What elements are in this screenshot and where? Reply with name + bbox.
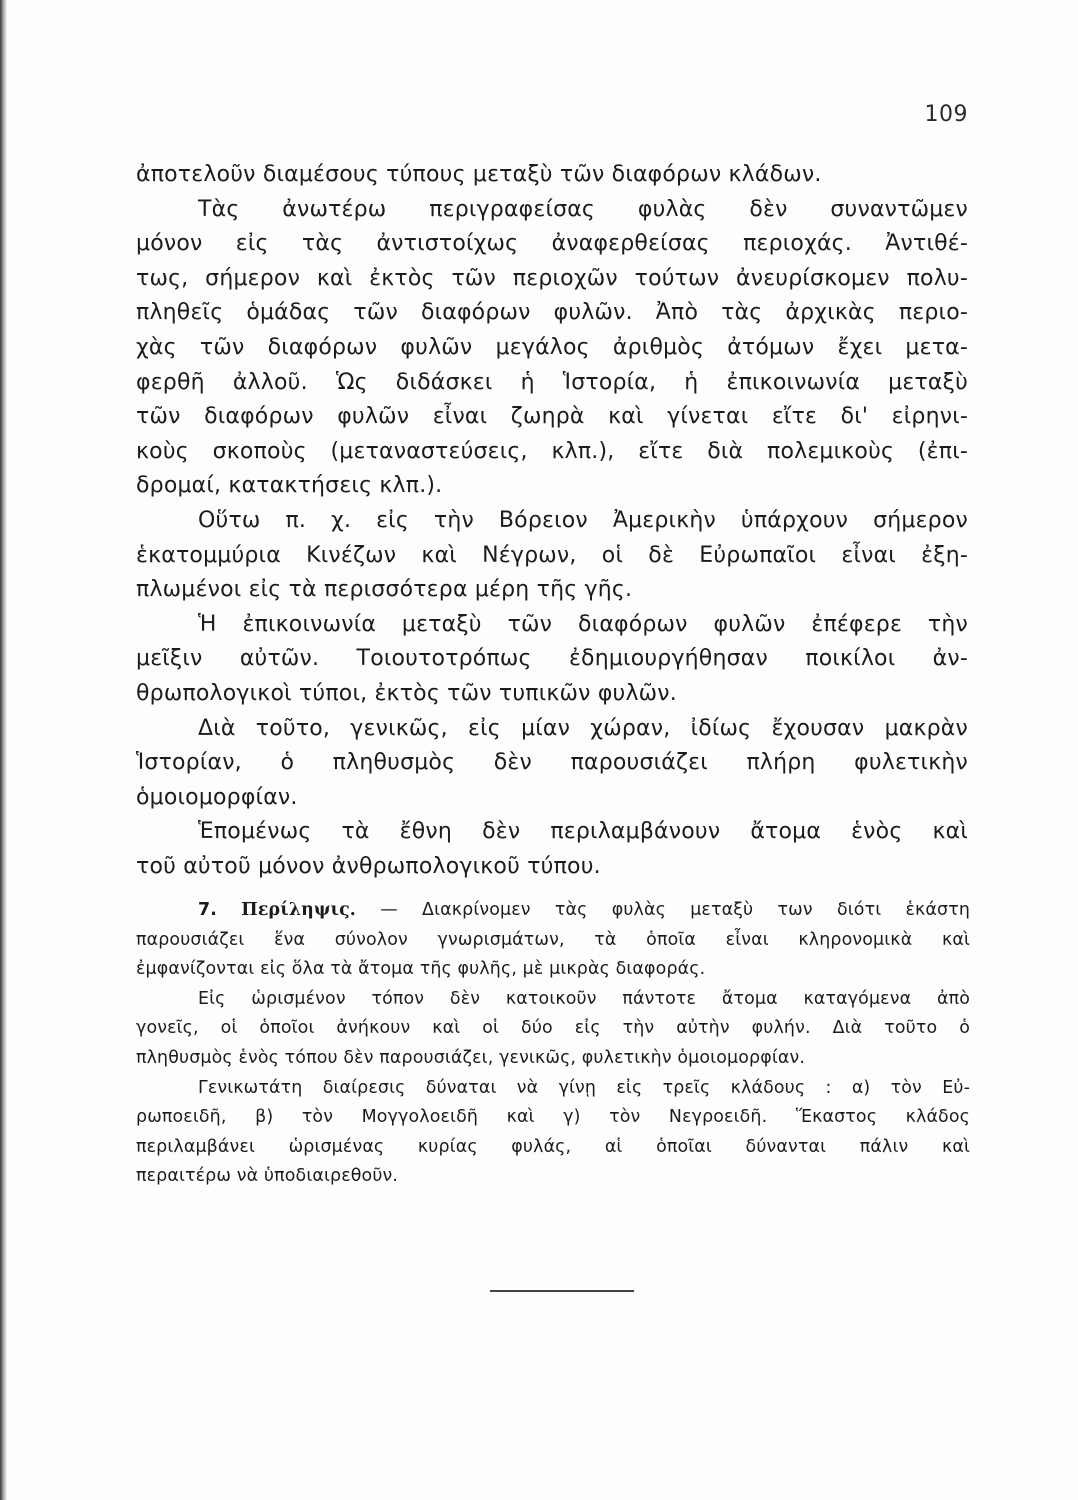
summary-line: Γενικωτάτη διαίρεσις δύναται νὰ γίνῃ εἰς τρεῖς κλάδους : α) τὸν Εὐ- xyxy=(198,1077,970,1098)
text-line: τως, σήμερον καὶ ἐκτὸς τῶν περιοχῶν τούτων ἀνευρίσκομεν πολυ- xyxy=(136,265,968,291)
text-line: θρωπολογικοὶ τύποι, ἐκτὸς τῶν τυπικῶν φυλῶν. xyxy=(136,680,677,706)
page-binding-shadow xyxy=(0,0,7,1500)
main-text-body xyxy=(136,158,968,884)
text-line: ἀποτελοῦν διαμέσους τύπους μεταξὺ τῶν διαφόρων κλάδων. xyxy=(136,162,822,187)
section-divider-rule xyxy=(490,1290,634,1292)
text-line: κοὺς σκοποὺς (μεταναστεύσεις, κλπ.), εἴτε διὰ πολεμικοὺς (ἐπι- xyxy=(136,438,968,464)
text-line: Ἡ ἐπικοινωνία μεταξὺ τῶν διαφόρων φυλῶν ἐπέφερε τὴν xyxy=(198,611,968,637)
text-line: μεῖξιν αὐτῶν. Τοιουτοτρόπως ἐδημιουργήθησαν ποικίλοι ἀν- xyxy=(136,646,968,672)
summary-line: περιλαμβάνει ὡρισμένας κυρίας φυλάς, αἱ ὁποῖαι δύνανται πάλιν καὶ xyxy=(136,1136,970,1157)
text-line: χὰς τῶν διαφόρων φυλῶν μεγάλος ἀριθμὸς ἀτόμων ἔχει μετα- xyxy=(136,334,968,360)
section-title: Περίληψις. xyxy=(241,900,357,920)
text-line: ἑκατομμύρια Κινέζων καὶ Νέγρων, οἱ δὲ Εὐρωπαῖοι εἶναι ἐξη- xyxy=(136,542,968,568)
text-line: Διὰ τοῦτο, γενικῶς, εἰς μίαν χώραν, ἰδίως ἔχουσαν μακρὰν xyxy=(198,715,968,741)
text-line: φερθῆ ἀλλοῦ. Ὡς διδάσκει ἡ Ἱστορία, ἡ ἐπικοινωνία μεταξὺ xyxy=(136,369,968,395)
text-line: Ἱστορίαν, ὁ πληθυσμὸς δὲν παρουσιάζει πλήρη φυλετικὴν xyxy=(136,750,968,776)
text-line: πλωμένοι εἰς τὰ περισσότερα μέρη τῆς γῆς. xyxy=(136,577,633,603)
summary-line: πληθυσμὸς ἑνὸς τόπου δὲν παρουσιάζει, γενικῶς, φυλετικὴν ὁμοιομορφίαν. xyxy=(136,1047,806,1068)
section-number: 7. xyxy=(198,900,218,920)
summary-line: γονεῖς, οἱ ὁποῖοι ἀνήκουν καὶ οἱ δύο εἰς τὴν αὐτὴν φυλήν. Διὰ τοῦτο ὁ xyxy=(136,1018,970,1039)
text-line: δρομαί, κατακτήσεις κλπ.). xyxy=(136,473,443,499)
text-line: ὁμοιομορφίαν. xyxy=(136,784,298,810)
text-line: Ἑπομένως τὰ ἔθνη δὲν περιλαμβάνουν ἄτομα ἑνὸς καὶ xyxy=(198,819,968,845)
summary-line: παρουσιάζει ἕνα σύνολον γνωρισμάτων, τὰ ὁποῖα εἶναι κληρονομικὰ καὶ xyxy=(136,929,970,950)
summary-line: ἐμφανίζονται εἰς ὅλα τὰ ἄτομα τῆς φυλῆς, μὲ μικρὰς διαφοράς. xyxy=(136,959,706,980)
summary-line: Εἰς ὡρισμένον τόπον δὲν κατοικοῦν πάντοτε ἄτομα καταγόμενα ἀπὸ xyxy=(198,988,970,1009)
text-line: μόνον εἰς τὰς ἀντιστοίχως ἀναφερθείσας περιοχάς. Ἀντιθέ- xyxy=(136,231,968,257)
text-line: Τὰς ἀνωτέρω περιγραφείσας φυλὰς δὲν συναντῶμεν xyxy=(198,196,968,222)
summary-first-line-text: — Διακρίνομεν τὰς φυλὰς μεταξὺ των διότι ἑκάστη xyxy=(356,900,970,920)
summary-heading-line xyxy=(136,896,970,926)
summary-line: ρωποειδῆ, β) τὸν Μογγολοειδῆ καὶ γ) τὸν Νεγροειδῆ. Ἕκαστος κλάδος xyxy=(136,1107,970,1128)
text-line: τοῦ αὐτοῦ μόνον ἀνθρωπολογικοῦ τύπου. xyxy=(136,853,601,879)
text-line: τῶν διαφόρων φυλῶν εἶναι ζωηρὰ καὶ γίνεται εἴτε δι' εἰρηνι- xyxy=(136,404,968,430)
summary-line: περαιτέρω νὰ ὑποδιαιρεθοῦν. xyxy=(136,1166,399,1187)
summary-section xyxy=(136,896,970,1192)
page-number: 109 xyxy=(924,102,968,127)
text-line: πληθεῖς ὁμάδας τῶν διαφόρων φυλῶν. Ἀπὸ τὰς ἀρχικὰς περιο- xyxy=(136,300,968,326)
text-line: Οὕτω π. χ. εἰς τὴν Βόρειον Ἀμερικὴν ὑπάρχουν σήμερον xyxy=(198,507,968,533)
